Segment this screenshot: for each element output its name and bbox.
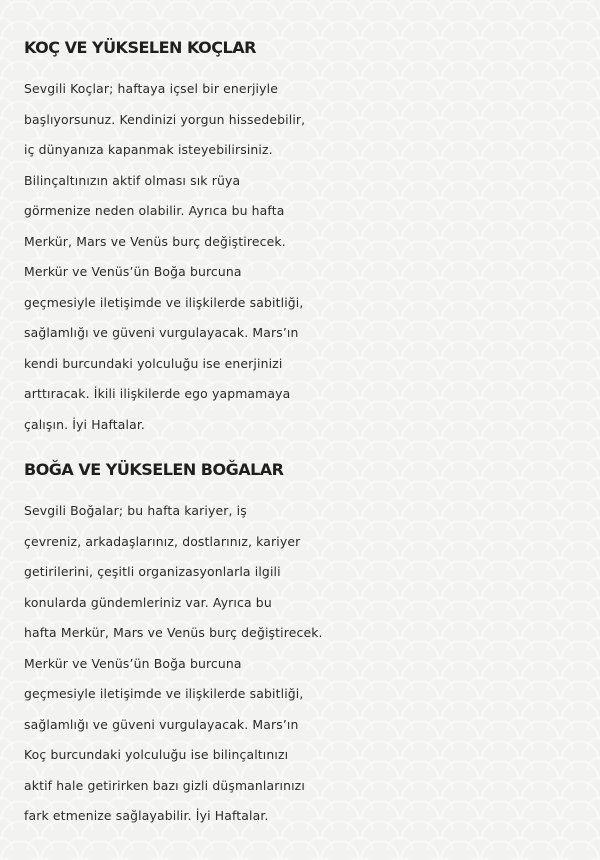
aries-heading: KOÇ VE YÜKSELEN KOÇLAR xyxy=(24,38,256,57)
text-line: arttıracak. İkili ilişkilerde ego yapmamaya xyxy=(24,386,291,401)
text-line: hafta Merkür, Mars ve Venüs burç değiştirecek. xyxy=(24,625,323,640)
text-line: getirilerini, çeşitli organizasyonlarla ilgili xyxy=(24,564,281,579)
text-line: Bilinçaltınızın aktif olması sık rüya xyxy=(24,172,241,188)
text-line: Sevgili Koçlar; haftaya içsel bir enerjiyle xyxy=(24,81,278,96)
taurus-heading: BOĞA VE YÜKSELEN BOĞALAR xyxy=(24,460,284,479)
text-line: çalışın. İyi Haftalar. xyxy=(24,416,146,432)
text-line: iç dünyanıza kapanmak isteyebilirsiniz. xyxy=(24,142,273,157)
text-line: geçmesiyle iletişimde ve ilişkilerde sabitliği, xyxy=(24,294,304,310)
text-line: başlıyorsunuz. Kendinizi yorgun hissedebilir, xyxy=(24,111,306,127)
text-line: Koç burcundaki yolculuğu ise bilinçaltınızı xyxy=(24,747,289,762)
text-line: çevreniz, arkadaşlarınız, dostlarınız, kariyer xyxy=(24,533,301,549)
text-line: görmenize neden olabilir. Ayrıca bu hafta xyxy=(24,203,285,218)
aries-section xyxy=(24,32,584,440)
taurus-section xyxy=(24,454,584,832)
text-line: Merkür ve Venüs’ün Boğa burcuna xyxy=(24,264,242,279)
aries-text xyxy=(24,74,584,440)
text-line: fark etmenize sağlayabilir. İyi Haftalar. xyxy=(24,808,269,823)
text-line: konularda gündemleriniz var. Ayrıca bu xyxy=(24,594,272,610)
text-line: Merkür ve Venüs’ün Boğa burcuna xyxy=(24,655,242,671)
text-line: Sevgili Boğalar; bu hafta kariyer, iş xyxy=(24,503,247,518)
text-line: geçmesiyle iletişimde ve ilişkilerde sabitliği, xyxy=(24,686,304,701)
text-line: sağlamlığı ve güveni vurgulayacak. Mars’ın xyxy=(24,325,299,340)
taurus-text xyxy=(24,496,584,832)
text-line: sağlamlığı ve güveni vurgulayacak. Mars’ın xyxy=(24,716,299,732)
horoscope-page xyxy=(24,32,584,832)
text-line: kendi burcundaki yolculuğu ise enerjinizi xyxy=(24,355,283,371)
text-line: Merkür, Mars ve Venüs burç değiştirecek. xyxy=(24,233,286,249)
text-line: aktif hale getirirken bazı gizli düşmanlarınızı xyxy=(24,777,305,793)
